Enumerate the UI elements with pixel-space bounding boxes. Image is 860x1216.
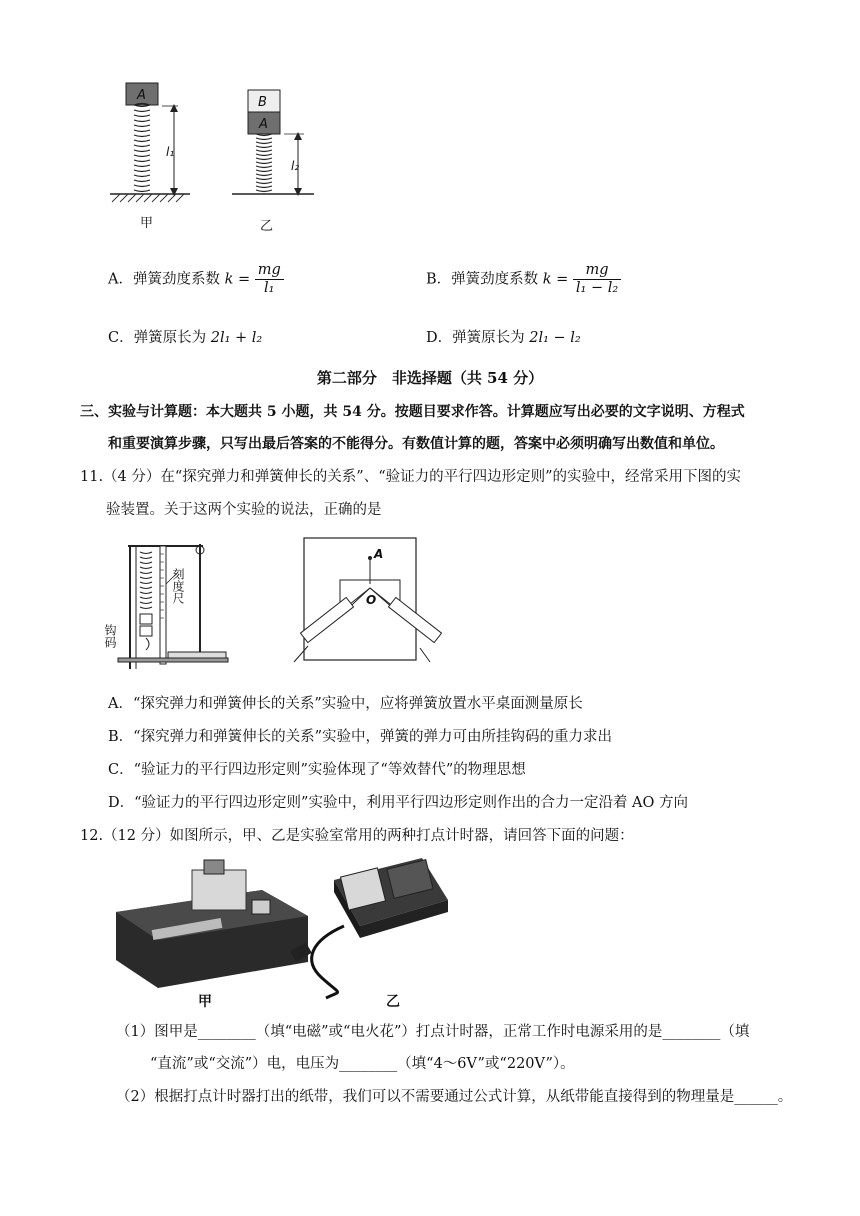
caption-yi-2: 乙: [386, 994, 400, 1010]
block-a-right-label: A: [259, 117, 268, 132]
q11-apparatus-figure: [103, 534, 438, 674]
weights-label: 钩码: [103, 624, 117, 648]
q12-part1-line2: “直流”或“交流”）电，电压为________（填“4～6V”或“220V”）。: [150, 1056, 575, 1072]
label-l2: l₂: [291, 159, 300, 173]
q11-stem-line1: 11.（4 分）在“探究弹力和弹簧伸长的关系”、“验证力的平行四边形定则”的实验中，经常采用下图的实: [80, 469, 742, 485]
q11-option-b: B．“探究弹力和弹簧伸长的关系”实验中，弹簧的弹力可由所挂钩码的重力求出: [108, 729, 612, 745]
section3-instruction-line2: 和重要演算步骤，只写出最后答案的不能得分。有数值计算的题，答案中必须明确写出数值和单位。: [108, 436, 724, 452]
point-o-label: O: [366, 593, 377, 607]
block-a-left-label: A: [137, 88, 146, 103]
ruler-label: 刻度尺: [171, 568, 185, 604]
q11-option-a: A．“探究弹力和弹簧伸长的关系”实验中，应将弹簧放置水平桌面测量原长: [108, 696, 583, 712]
option-c: C．弹簧原长为 2l₁ + l₂: [108, 330, 263, 346]
q11-option-c: C．“验证力的平行四边形定则”实验体现了“等效替代”的物理思想: [108, 762, 526, 778]
q12-part2: （2）根据打点计时器打出的纸带，我们可以不需要通过公式计算，从纸带能直接得到的物理量是______。: [116, 1089, 793, 1105]
q11-option-d: D．“验证力的平行四边形定则”实验中，利用平行四边形定则作出的合力一定沿着 AO 方向: [108, 795, 689, 811]
point-a-label: A: [374, 547, 384, 561]
label-l1: l₁: [166, 145, 175, 159]
spring-left: [134, 104, 150, 192]
block-b-label: B: [258, 95, 267, 110]
spark-timer-photo: [290, 858, 448, 998]
fraction-a: $\frac{mg}{\text{l₁}}$: [255, 262, 284, 297]
q12-stem: 12.（12 分）如图所示，甲、乙是实验室常用的两种打点计时器，请回答下面的问题：: [80, 828, 634, 844]
option-a: A．弹簧劲度系数 k = $\frac{mg}{\text{l₁}}$: [108, 262, 284, 297]
option-d: D．弹簧原长为 2l₁ − l₂: [426, 330, 581, 346]
caption-yi-1: 乙: [260, 219, 274, 234]
caption-jia-1: 甲: [140, 216, 154, 231]
spring-right: [256, 134, 272, 192]
option-b: B．弹簧劲度系数 k = $\frac{mg}{\text{l₁ − l₂}}$: [426, 262, 621, 297]
electromagnetic-timer-photo: [116, 860, 308, 988]
q12-part1-line1: （1）图甲是________（填“电磁”或“电火花”）打点计时器，正常工作时电源采用的是________（填: [116, 1024, 750, 1040]
q11-stem-line2: 验装置。关于这两个实验的说法，正确的是: [106, 502, 382, 518]
fraction-b: $\frac{mg}{\text{l₁ − l₂}}$: [573, 262, 621, 297]
timer-photos: [112, 850, 452, 1012]
caption-jia-2: 甲: [198, 994, 212, 1010]
section3-instruction-line1: 三、实验与计算题：本大题共 5 小题，共 54 分。按题目要求作答。计算题应写出必要的文字说明、方程式: [80, 404, 745, 420]
section2-title: 第二部分 非选择题（共 54 分）: [316, 369, 544, 387]
spring-figure: [100, 70, 330, 240]
